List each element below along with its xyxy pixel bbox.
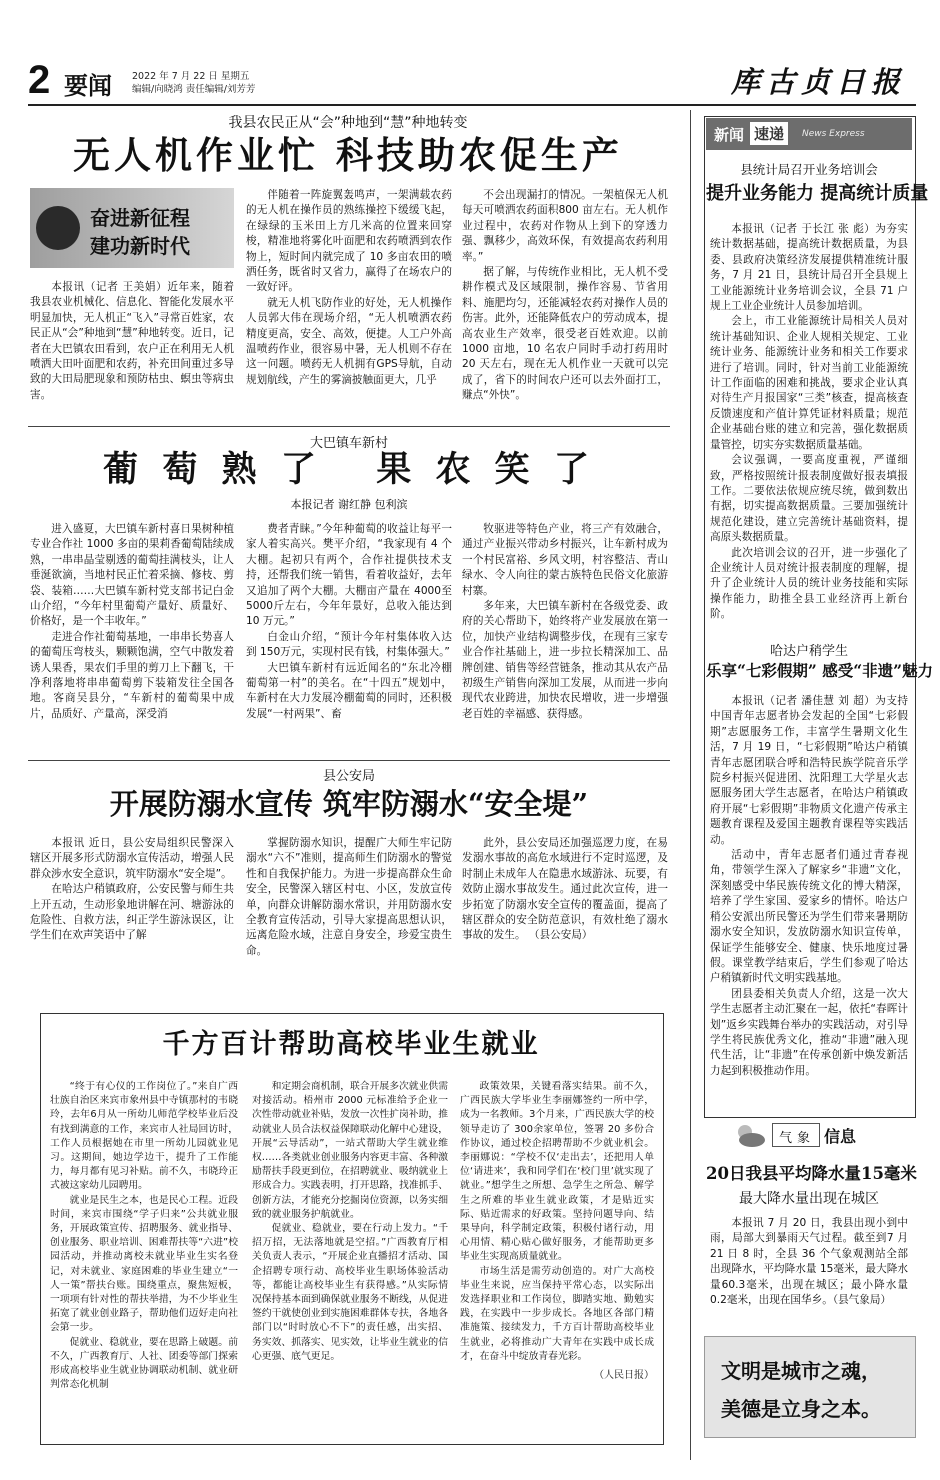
sidebar-divider — [690, 110, 691, 1460]
weather-tag-box — [772, 1123, 820, 1147]
paragraph: 进入盛夏，大巴镇车新村喜日果树种植专业合作社 1000 多亩的果莉香葡萄陆续成熟，一串串晶莹剔透的葡萄挂满枝头，让人垂涎欲滴，当地村民正忙着采摘、修枝、剪袋、装箱……大巴镇车新村党支部书记白金山介绍，“今年村里葡萄产量好、质量好、价格好，是一个丰收年。” — [30, 523, 234, 628]
paragraph: 多年来，大巴镇车新村在各级党委、政府的关心帮助下，始终将产业发展放在第一位，加快产业结构调整步伐，在现有三家专业合作社基础上，进一步拉长精深加工、品牌创建、销售等经营链条，推动其从农产品初级生产销售向深加工发展，从而进一步向现代农业跨进，加快农民增收，进一步增强老百姓的幸福感、获得感。 — [462, 600, 668, 720]
paragraph: 此次培训会议的召开，进一步强化了企业统计人员对统计报表制度的理解，提升了企业统计人员的统计业务技能和实际操作能力，助推全县工业经济再上新台阶。 — [710, 546, 908, 621]
masthead-rule — [28, 104, 916, 106]
sidebar-header-word: 新闻 — [714, 126, 745, 144]
divider — [28, 426, 670, 427]
story2-kicker: 大巴镇车新村 — [309, 436, 388, 451]
story3-column-3 — [462, 836, 668, 944]
story4-headline: 千方百计帮助高校毕业生就业 — [162, 1029, 540, 1060]
paragraph: 政策效果，关键看落实结果。前不久，广西民族大学毕业生李丽娜签约一所中学，成为一名教师。3个月来，广西民族大学的校领导走访了 300余家单位，签署 20 多份合作协议，通过校企招聘帮助不少就业机会。李丽娜说：“学校不仅‘走出去’，还把用人单位‘请进来’，我和同学们在‘校门里’就实现了就业。”想学生之所想、急学生之所急、解学生之所难的毕业生就业政策，才是贴近实际、贴近需求的好政策。坚持问题导向、结果导向，科学制定政策，积极付诸行动，用心用情、精心贴心做好服务，才能帮助更多毕业生实现高质量就业。 — [460, 1081, 654, 1263]
paragraph: 大巴镇车新村有远近闻名的“东北冷棚葡萄第一村”的美名。在“十四五”规划中，车新村在大力发展冷棚葡萄的同时，还积极发展“一村两果”、畜 — [246, 661, 452, 720]
weather-tag-word: 信息 — [824, 1127, 857, 1146]
divider — [28, 760, 670, 761]
story2-column-3 — [462, 522, 668, 722]
slogan-box — [704, 1336, 916, 1438]
cloud-sun-icon — [730, 1121, 770, 1149]
paragraph: 就无人机飞防作业的好处，无人机操作人员郭大伟在现场介绍，“无人机喷洒农药精度更高，安全、高效，便捷。人工户外高温喷药作业，很容易中暑，无人机则不存在这一问题。喷药无人机拥有GPS导航，自动规划航线，产生的雾滴披触面更大，几乎 — [246, 296, 452, 386]
paragraph: 掌握防溺水知识，提醒广大师生牢记防溺水“六不”准则，提高师生们防溺水的警觉性和自我保护能力。为进一步提高群众生命安全，民警深入辖区村屯、小区，发放宣传单，向群众讲解防溺水常识，并用防溺水安全教育宣传活动，引导大家提高思想认识，远离危险水域，注意自身安全，珍爱宝贵生命。 — [246, 837, 452, 957]
story2-column-2 — [246, 522, 452, 722]
story2-column-1 — [30, 522, 234, 722]
story4-column-1 — [50, 1080, 238, 1392]
story4-source: （人民日报） — [594, 1370, 654, 1382]
page-number: 2 — [28, 58, 51, 102]
sidebar-item2-headline: 乐享“七彩假期” 感受“非遗”魅力 — [706, 661, 934, 680]
story2-byline: 本报记者 谢红静 包利滨 — [290, 498, 408, 511]
paragraph: 白金山介绍，“预计今年村集体收入达到 150万元，实现村民有钱，村集体强大。” — [246, 630, 452, 659]
story1-column-1 — [30, 280, 234, 403]
story3-kicker: 县公安局 — [322, 769, 375, 784]
weather-header — [730, 1120, 900, 1150]
weather-tag-char-1: 气 — [779, 1131, 793, 1146]
paragraph: 在哈达户稍镇政府，公安民警与师生共上开五动，生动形象地讲解在河、塘游泳的危险性、自救方法，纠正学生游泳误区，让学生们在欢声笑语中了解 — [30, 883, 234, 942]
sidebar-item1-headline: 提升业务能力 提高统计质量 — [706, 183, 929, 204]
story1-column-2 — [246, 188, 452, 388]
weather-subhead: 最大降水量出现在城区 — [739, 1191, 879, 1207]
weather-tag-char-2: 象 — [797, 1131, 811, 1146]
story1-headline: 无人机作业忙 科技助农促生产 — [73, 133, 623, 177]
paragraph: 本报讯（记者 潘佳慧 刘 超）为支持中国青年志愿者协会发起的全国“七彩假期”志愿服务工作，丰富学生暑期文化生活，7 月 19 日，“七彩假期”哈达户稍镇青年志愿团联合呼和浩特民族学院音乐学院乡村振兴促进团、沈阳理工大学星火志愿服务团大学生志愿者，在哈达户稍镇政府开展“七彩假期”非物质文化遗产传承主题教育课程及爱国主题教育课程等实践活动。 — [710, 695, 908, 846]
story4-column-3 — [460, 1080, 654, 1381]
story2-headline: 葡 萄 熟 了 果 农 笑 了 — [103, 449, 595, 490]
story1-column-3 — [462, 188, 668, 404]
paragraph: 本报讯 近日，县公安局组织民警深入辖区开展多形式防溺水宣传活动，增强人民群众涉水安全意识，筑牢防溺水“安全堤”。 — [30, 837, 234, 880]
paragraph: 会议强调，一要高度重视，严谨细致，严格按照统计报表制度做好报表填报工作。二要依法依规应统尽统，做到数出有据，切实提高数据质量。三要加强统计规范化建设，建立完善统计基础资料，提高原头数据质量。 — [710, 454, 908, 544]
paragraph: 本报讯（记者 王美娟）近年来，随着我县农业机械化、信息化、智能化发展水平明显加快，无人机正“飞入”寻常百姓家，农民正从“会”种地到“慧”种地转变。近日，记者在大巴镇农田看到，农户正在利用无人机喷洒大田叶面肥和农药，补充田间重过多导致的大田局肥现象和预防枯虫、螟虫等病虫害。 — [30, 281, 234, 401]
sidebar-header-word-2: 速递 — [750, 122, 788, 145]
paragraph: 牧驱进等特色产业，将三产有效融合，通过产业振兴带动乡村振兴，让车新村成为一个村民富裕、乡风文明，村容整洁、青山绿水、令人向往的蒙古族特色民俗文化旅游村寨。 — [462, 523, 668, 597]
paragraph: “终于有心仪的工作岗位了。”来自广西壮族自治区来宾市象州县中寺镇那村的韦晓玲，去年6月从一所幼儿师范学校毕业后没有找到满意的工作，来宾市人社局回访时，工作人员根据她在市里一所幼儿园就业见习。这期间，她边学边干，提升了工作能力，每月都有见习补贴。前不久，韦晓玲正式被这家幼儿园聘用。 — [50, 1081, 238, 1192]
story3-column-2 — [246, 836, 452, 959]
editors-line: 编辑/向晓鸿 责任编辑/刘芳芳 — [132, 84, 256, 95]
paragraph: 不会出现漏打的情况。一架植保无人机每天可喷洒农药面积800 亩左右。无人机作业过程中，农药对作物从上到下的穿透力强、飘移少，高效环保，有效提高农药利用率。” — [462, 189, 668, 263]
sidebar-item2-body — [710, 694, 908, 1079]
paragraph: 此外，县公安局还加强巡逻力度，在易发溺水事故的高危水域进行不定时巡逻，及时制止未成年人在隐患水域游泳、玩要，有效防止溺水事故发生。通过此次宣传，进一步拓宽了防溺水安全宣传的覆盖面，提高了辖区群众的安全防范意识，有效杜绝了溺水事故的发生。 （县公安局） — [462, 837, 668, 942]
paragraph: 本报讯（记者 于长江 张 彪）为夯实统计数据基础，提高统计数据质量，为县委、县政府决策经济发展提供精准统计服务，7 月 21 日，县统计局召开全县规上工业能源统计业务培训会议，全县 71 户规上工业企业统计人员参加培训。 — [710, 223, 908, 313]
paragraph: 和定期会商机制，联合开展多次就业供需对接活动。梧州市 2000 元标准给予企业一次性带动就业补贴，发放一次性扩岗补助，推动就业人员合法权益保障联动化解中心建设，开展“云导活动”，一站式帮助大学生就业维权……各类就业创业服务内容更丰富、各种激励帮扶手段更到位，在招聘就业、吸纳就业上形成合力。实践表明，打开思路，找准抓手、创新方法，才能充分挖掘岗位资源，以务实细致的就业服务护航就业。 — [252, 1081, 448, 1220]
banner-line-2: 建功新时代 — [90, 234, 190, 258]
slogan-line-1: 文明是城市之魂， — [721, 1359, 881, 1383]
paragraph: 活动中，青年志愿者们通过青春视角，带领学生深入了解家乡“非遗”文化，深刻感受中华民族传统文化的博大精深，培养了学生家国、爱家乡的情怀。哈达户稍公安派出所民警还为学生们带来暑期防溺水安全知识，发放防溺水知识宣传单，保证学生能够安全、健康、快乐地度过暑假。课堂教学结束后，学生们参观了哈达户稍镇新时代文明实践基地。 — [710, 849, 908, 985]
banner-line-1: 奋进新征程 — [90, 206, 190, 230]
paragraph: 伴随着一阵旋翼轰鸣声，一架满载农药的无人机在操作员的熟练操控下缓缓飞起，在绿绿的玉米田上方几米高的位置来回穿梭，精准地将雾化叶面肥和农药喷洒到农作物上，短时间内就完成了 10 多亩农田的喷洒任务，既省时又省力，赢得了在场农户的一致好评。 — [246, 189, 452, 294]
weather-body — [710, 1216, 908, 1308]
party-emblem-icon — [36, 206, 80, 250]
weather-headline: 20日我县平均降水量15毫米 — [706, 1164, 917, 1183]
paragraph: 据了解，与传统作业相比，无人机不受耕作模式及区域限制，操作容易、节省用料、施肥均匀，还能减轻农药对操作人员的伤害。此外，还能降低农户的劳动成本，提高农业生产效率，很受老百姓欢迎。以前 1000 亩地，10 名农户同时手动打药用时 20 天左右，现在无人机作业一天就可以完成了，省下的时间农户还可以去外面打工，赚点“外快”。 — [462, 266, 668, 402]
slogan-line-2: 美德是立身之本。 — [721, 1397, 881, 1421]
story3-headline: 开展防溺水宣传 筑牢防溺水“安全堤” — [109, 787, 589, 821]
paragraph: 促就业、稳就业，要在思路上破题。前不久，广西教育厅、人社、团委等部门探索形成高校毕业生就业协调联动机制、就业研判常态化机制 — [50, 1336, 238, 1391]
date-line: 2022 年 7 月 22 日 星期五 — [132, 71, 250, 82]
section-name: 要闻 — [64, 72, 112, 100]
paragraph: 本报讯 7 月 20 日，我县出现小到中雨，局部大到暴雨天气过程。截至到7 月 21 日 8 时，全县 36 个气象观测站全部出现降水，平均降水量 15毫米，最大降水量60.3毫米，出现在城区；最小降水量 0.2毫米，出现在国华乡。（县气象局） — [710, 1217, 908, 1307]
paper-name: 库古贞日报 — [730, 65, 906, 99]
paragraph: 费者青睐。”今年种葡萄的收益让每平一家人着实高兴。樊平介绍，“我家现有 4 个大棚。起初只有两个，合作社提供技术支持，还帮我们统一销售，看着收益好，去年又追加了两个大棚。大棚亩产量在 4000至5000斤左右，今年年景好，总收入能达到 10 万元。” — [246, 523, 452, 628]
masthead — [20, 58, 920, 104]
paragraph: 市场生活是需劳动创造的。对广大高校毕业生来说，应当保持平常心态，以实际出发选择职业和工作岗位，脚踏实地、勤勉实践，在实践中一步步成长。各地区各部门精准施策、接续发力，千方百计帮助高校毕业生就业，必将推动广大青年在实践中成长成才，在奋斗中绽放青春光彩。 — [460, 1265, 654, 1362]
sidebar-header — [706, 118, 912, 150]
paragraph: 走进合作社葡萄基地，一串串长势喜人的葡萄压弯枝头，颗颗饱满，空气中散发着诱人果香，果农们手里的剪刀上下翻飞，干净利落地将串串葡萄剪下装箱发往全国各地。客商吴县分，“车新村的葡萄果中成片，品质好、产量高，深受消 — [30, 630, 234, 720]
story4-column-2 — [252, 1080, 448, 1364]
story3-column-1 — [30, 836, 234, 944]
paragraph: 就业是民生之本，也是民心工程。近段时间，来宾市围绕“学子归来”公共就业服务，开展政策宣传、招聘服务、就业指导、创业服务、职业培训、困难帮扶等“六进”校园活动，并推动离校未就业毕业生实名登记，对未就业、家庭困难的毕业生建立“一人一策”帮扶台账。围绕重点，聚焦短板，一项项有针对性的帮扶举措，为不少毕业生拓宽了就业创业路子，帮助他们迈好走向社会第一步。 — [50, 1194, 238, 1334]
paragraph: 团县委相关负责人介绍，这是一次大学生志愿者主动汇聚在一起，依托“春晖计划”返乡实践舞台举办的实践活动，对引导学生将民族优秀文化，推动“非遗”融入现代生活，让“非遗”在传承创新中焕发新活力起到积极推动作用。 — [710, 987, 908, 1077]
story1-kicker: 我县农民正从“会”种地到“慧”种地转变 — [228, 115, 468, 131]
sidebar-item2-kicker: 哈达户稍学生 — [769, 644, 848, 659]
paragraph: 会上，市工业能源统计局相关人员对统计基础知识、企业人规相关规定、工业统计业务、能源统计业务和相关工作要求进行了培训。同时，针对当前工业能源统计工作面临的困难和挑战，要求企业认真对待生产月报国家“三类”核查，提高核查反馈速度和产值计算凭证材料质量；规范企业基础台账的建立和完善，强化数据质量管控，切实夯实数据质量基础。 — [710, 315, 908, 451]
sidebar-header-en: News Express — [802, 129, 865, 139]
sidebar-item1-body — [710, 222, 908, 623]
banner-box — [30, 188, 234, 268]
sidebar-item1-kicker: 县统计局召开业务培训会 — [740, 162, 878, 177]
paragraph: 促就业、稳就业，要在行动上发力。“千招万招，无法落地就是空招。”广西教育厅相关负责人表示，“开展企业直播招才活动、国企招聘专项行动、高校毕业生职场体验活动等，都能让高校毕业生有获得感。”从实际情况保持基本面到确保就业服务不断线，从促进签约干就使创业到实施困难群体专扶，各地各部门以“时时放心不下”的责任感，出实招、务实效、抓落实、见实效，让毕业生就业的信心更强、底气更足。 — [252, 1223, 448, 1362]
